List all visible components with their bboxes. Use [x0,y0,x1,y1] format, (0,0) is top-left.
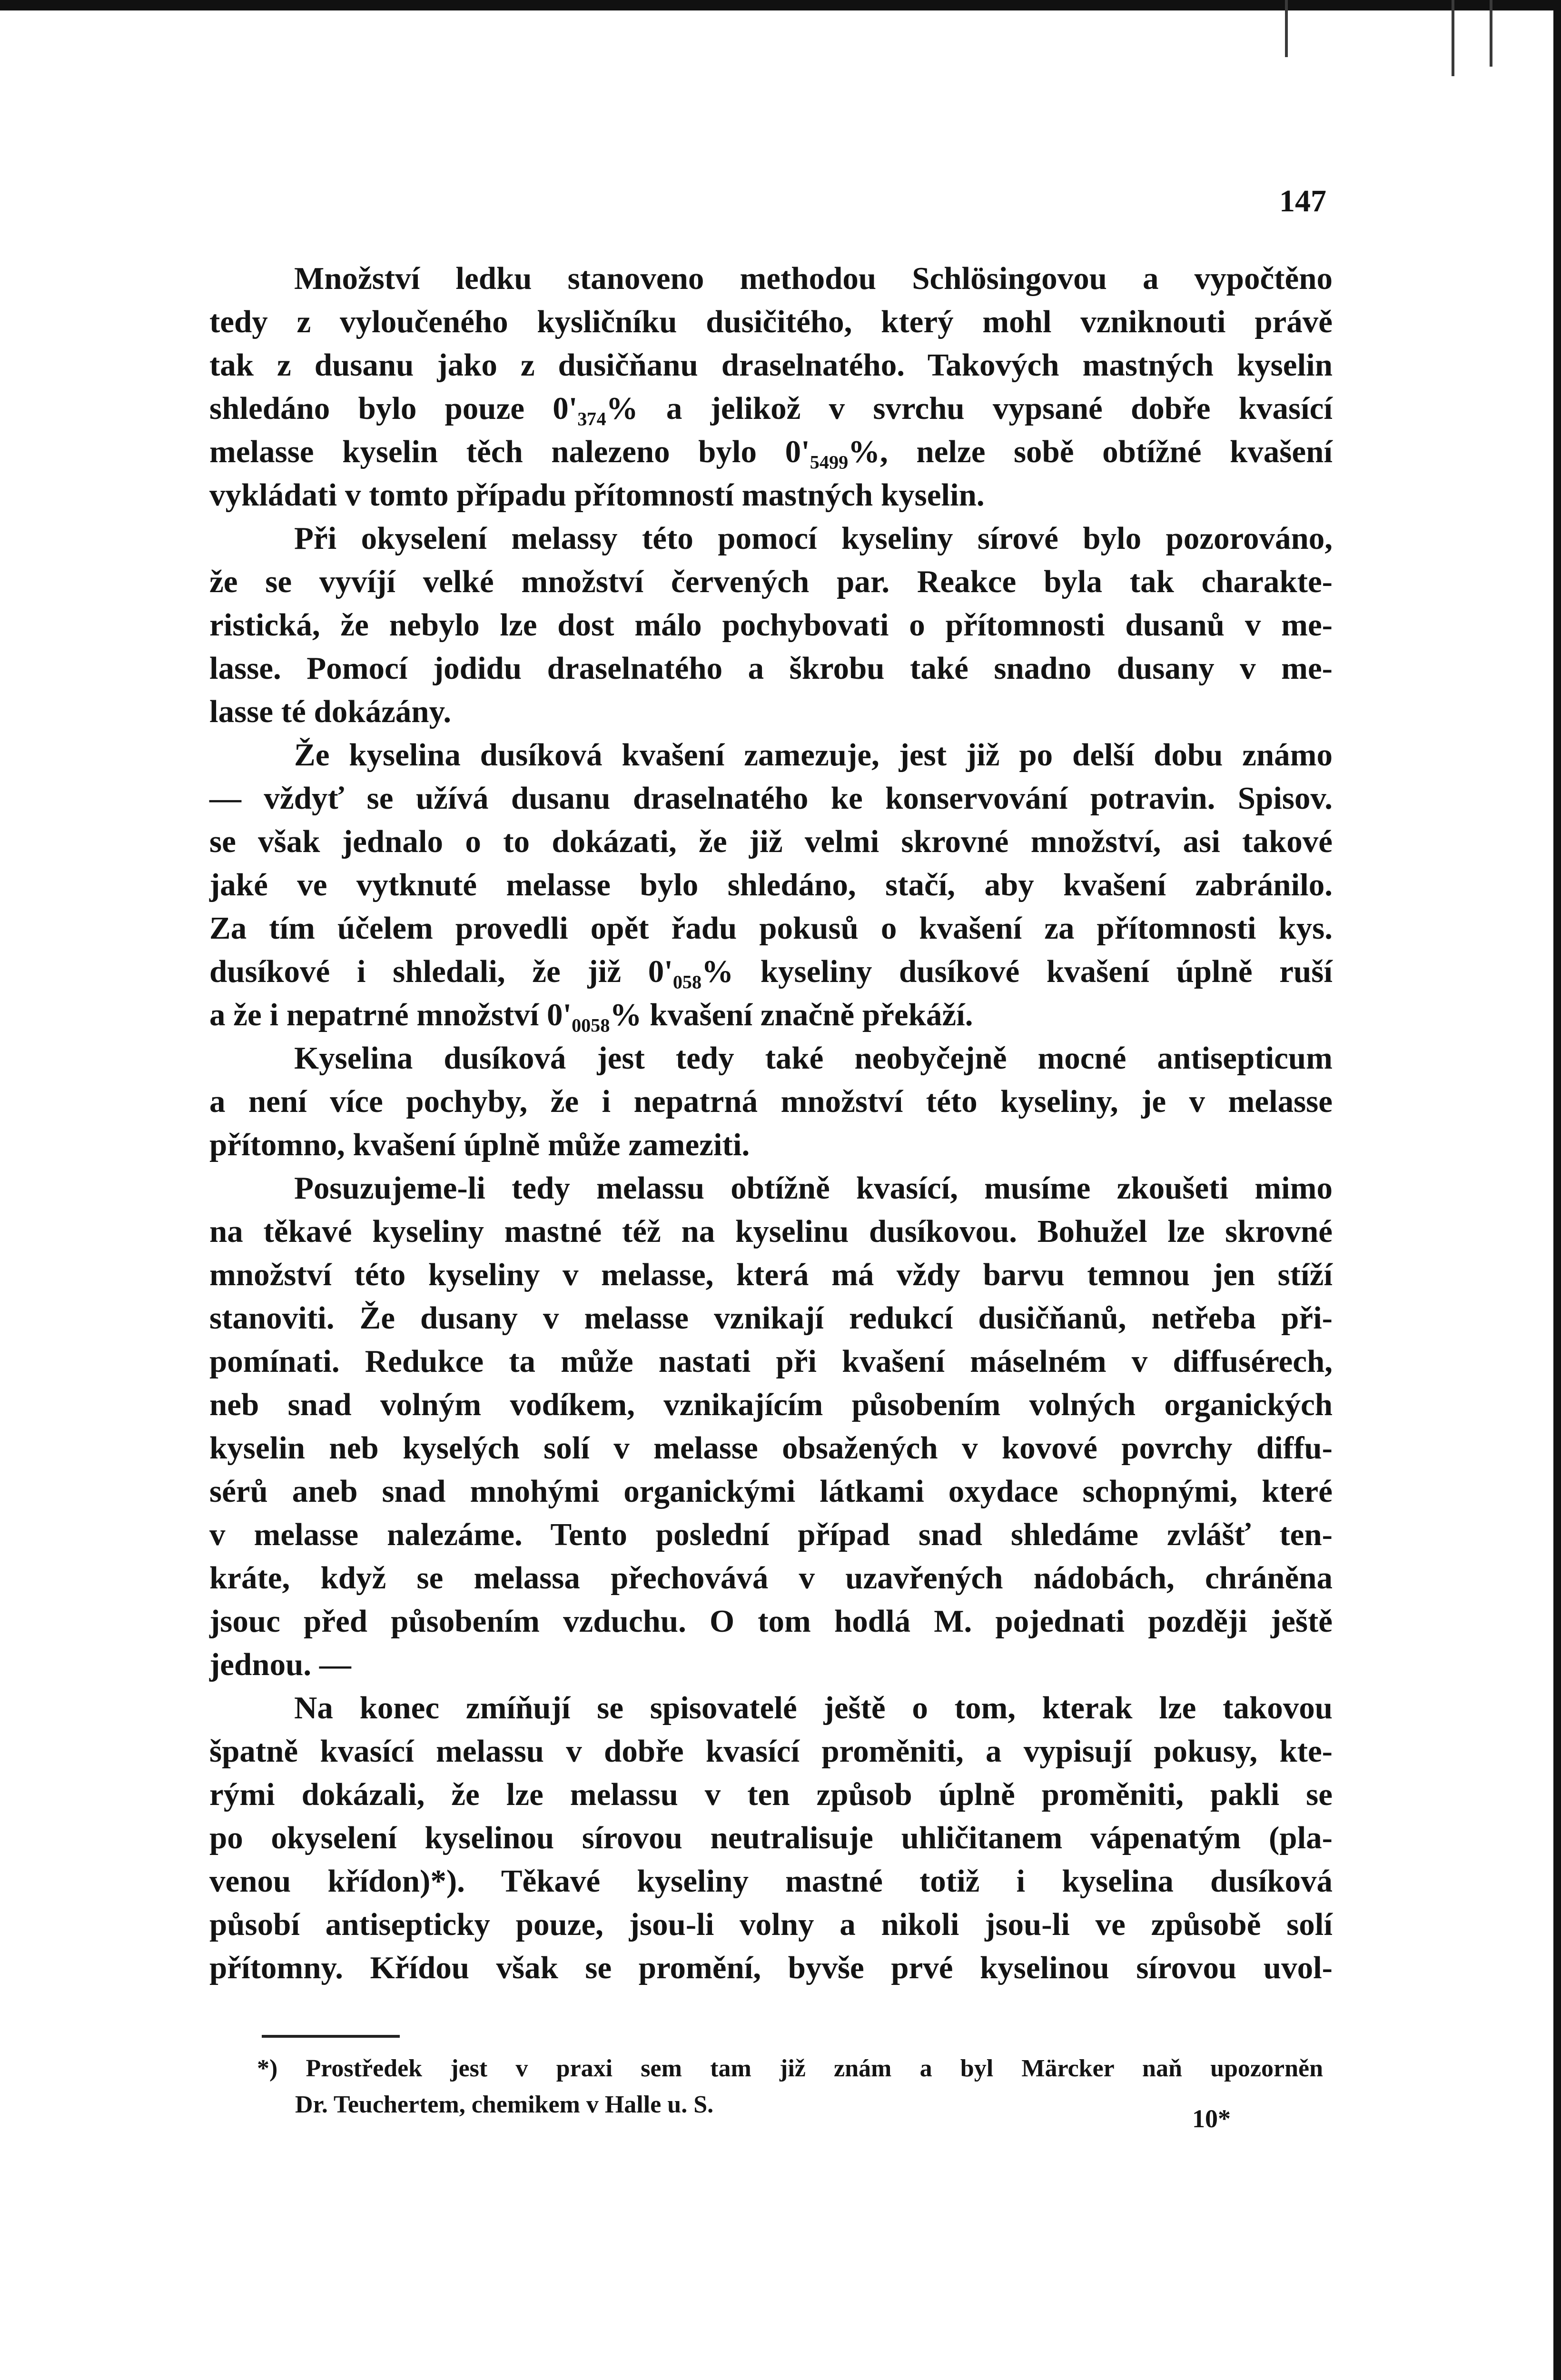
text-line: vykládati v tomto případu přítomností mastných kyselin. [209,477,985,513]
text-line: stanoviti. Že dusany v melasse vznikají redukcí dusičňanů, netřeba při- [209,1300,1333,1336]
text-line: Kyselina dusíková jest tedy také neobyčejně mocné antisepticum [294,1041,1333,1076]
paragraph [209,1167,1333,1686]
text-line: ristická, že nebylo lze dost málo pochybovati o přítomnosti dusanů v me- [209,607,1333,643]
text-line: jednou. — [209,1647,351,1682]
text-line: shledáno bylo pouze 0'₃₇₄% a jelikož v svrchu vypsané dobře kvasící [209,391,1333,426]
paragraph [209,734,1333,1037]
text-line: na těkavé kyseliny mastné též na kyselinu dusíkovou. Bohužel lze skrovné [209,1214,1333,1249]
main-text [209,257,1333,1990]
scan-edge-top [0,0,1561,10]
scan-corner-mark [1285,0,1288,57]
text-line: přítomny. Křídou však se promění, byvše prvé kyselinou sírovou uvol- [209,1950,1333,1985]
footnote-line: *) Prostředek jest v praxi sem tam již znám a byl Märcker naň upozorněn [257,2055,1323,2082]
paragraph [209,257,1333,517]
text-line: sérů aneb snad mnohými organickými látkami oxydace schopnými, které [209,1474,1333,1509]
text-line: přítomno, kvašení úplně může zameziti. [209,1127,750,1162]
footnote [257,2051,1323,2123]
text-line: kráte, když se melassa přechovává v uzavřených nádobách, chráněna [209,1560,1333,1596]
text-line: působí antisepticky pouze, jsou-li volny a nikoli jsou-li ve způsobě solí [209,1907,1333,1942]
text-line: Na konec zmíňují se spisovatelé ještě o tom, kterak lze takovou [294,1690,1333,1726]
text-line: špatně kvasící melassu v dobře kvasící proměniti, a vypisují pokusy, kte- [209,1734,1333,1769]
footnote-rule [262,2035,400,2038]
text-line: dusíkové i shledali, že již 0'₀₅₈% kyseliny dusíkové kvašení úplně ruší [209,954,1333,989]
page-number: 147 [1279,184,1326,218]
text-line: po okyselení kyselinou sírovou neutralisuje uhličitanem vápenatým (pla- [209,1820,1333,1855]
paragraph [209,1037,1333,1167]
text-line: kyselin neb kyselých solí v melasse obsažených v kovové povrchy diffu- [209,1430,1333,1466]
text-line: množství této kyseliny v melasse, která má vždy barvu temnou jen stíží [209,1257,1333,1292]
printer-signature: 10* [1192,2104,1231,2133]
text-line: a není více pochyby, že i nepatrná množství této kyseliny, je v melasse [209,1084,1333,1119]
scan-edge-right [1553,0,1561,2380]
text-line: že se vyvíjí velké množství červených par. Reakce byla tak charakte- [209,564,1333,599]
text-line: pomínati. Redukce ta může nastati při kvašení máselném v diffusérech, [209,1344,1333,1379]
text-line: v melasse nalezáme. Tento poslední případ snad shledáme zvlášť ten- [209,1517,1333,1552]
text-line: Posuzujeme-li tedy melassu obtížně kvasící, musíme zkoušeti mimo [294,1170,1333,1206]
text-line: Při okyselení melassy této pomocí kyseliny sírové bylo pozorováno, [294,521,1333,556]
text-line: tedy z vyloučeného kysličníku dusičitého, který mohl vzniknouti právě [209,304,1333,339]
text-line: venou křídon)*). Těkavé kyseliny mastné totiž i kyselina dusíková [209,1864,1333,1899]
paragraph [209,1686,1333,1990]
text-line: — vždyť se užívá dusanu draselnatého ke konservování potravin. Spisov. [209,781,1333,816]
text-line: jsouc před působením vzduchu. O tom hodlá M. pojednati později ještě [209,1604,1333,1639]
text-line: a že i nepatrné množství 0'₀₀₅₈% kvašení značně překáží. [209,997,973,1032]
text-line: rými dokázali, že lze melassu v ten způsob úplně proměniti, pakli se [209,1777,1333,1812]
paragraph [209,517,1333,734]
text-line: lasse té dokázány. [209,694,452,729]
text-line: Za tím účelem provedli opět řadu pokusů o kvašení za přítomnosti kys. [209,911,1333,946]
scan-corner-mark [1490,0,1492,67]
text-line: Množství ledku stanoveno methodou Schlösingovou a vypočtěno [294,261,1333,296]
text-line: se však jednalo o to dokázati, že již velmi skrovné množství, asi takové [209,824,1333,859]
text-line: Že kyselina dusíková kvašení zamezuje, jest již po delší dobu známo [294,737,1333,773]
text-line: melasse kyselin těch nalezeno bylo 0'₅₄₉₉%, nelze sobě obtížné kvašení [209,434,1333,469]
text-line: tak z dusanu jako z dusičňanu draselnatého. Takových mastných kyselin [209,347,1333,383]
text-line: lasse. Pomocí jodidu draselnatého a škrobu také snadno dusany v me- [209,651,1333,686]
text-line: jaké ve vytknuté melasse bylo shledáno, stačí, aby kvašení zabránilo. [209,867,1333,902]
footnote-line: Dr. Teuchertem, chemikem v Halle u. S. [295,2091,714,2118]
text-line: neb snad volným vodíkem, vznikajícím působením volných organických [209,1387,1333,1422]
scan-corner-mark [1452,0,1454,76]
